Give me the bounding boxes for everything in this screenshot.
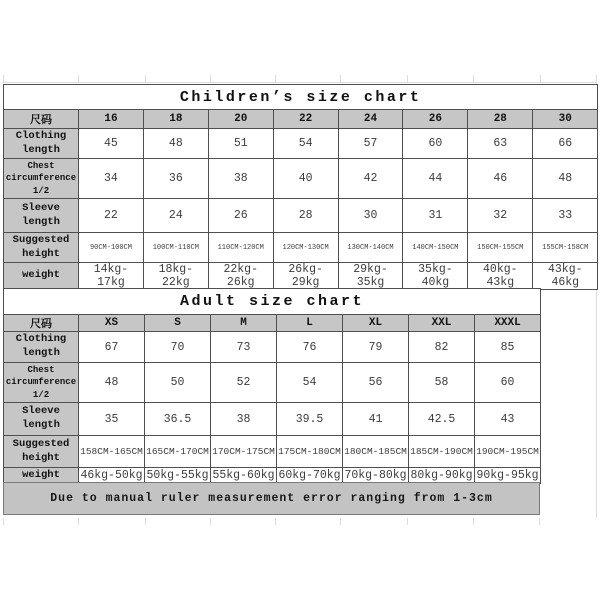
value-cell: 40	[273, 159, 338, 199]
row-label: weight	[4, 468, 79, 484]
size-label-header: 尺码	[4, 315, 79, 332]
value-cell: 45	[79, 129, 144, 159]
value-cell: 60kg-70kg	[278, 469, 341, 482]
value-cell: 44	[403, 159, 468, 199]
children-chart-title: Children’s size chart	[4, 85, 598, 110]
size-header-cell: 26	[403, 110, 468, 129]
row-label: Sleeve length	[4, 199, 79, 233]
row-label: Clothing length	[4, 129, 79, 159]
value-cell: 42.5	[409, 403, 475, 436]
value-cell: 26kg-29kg	[273, 263, 338, 290]
value-cell: 100CM-110CM	[143, 233, 208, 263]
grid-artifact-tick	[540, 75, 541, 82]
value-cell: 46	[468, 159, 533, 199]
value-cell: 48	[143, 129, 208, 159]
size-label-header: 尺码	[4, 110, 79, 129]
value-cell: 26	[208, 199, 273, 233]
value-cell: 24	[143, 199, 208, 233]
value-cell: 14kg-17kg	[79, 263, 144, 290]
row-label: weight	[4, 263, 79, 290]
grid-artifact-tick	[78, 75, 79, 82]
grid-artifact-tick	[407, 518, 408, 525]
value-cell: 58	[409, 363, 475, 403]
value-cell: 190CM-195CM	[475, 436, 541, 468]
value-cell: 57	[338, 129, 403, 159]
chest-circumference-row	[4, 363, 541, 403]
sleeve-length-row	[4, 403, 541, 436]
value-cell: 29kg-35kg	[338, 263, 403, 290]
value-cell: 36	[143, 159, 208, 199]
children-header-row	[4, 110, 598, 129]
size-header-cell: XS	[79, 315, 145, 332]
value-cell: 51	[208, 129, 273, 159]
size-header-cell: 20	[208, 110, 273, 129]
value-cell: 35kg-40kg	[403, 263, 468, 290]
size-header-cell: 16	[79, 110, 144, 129]
value-cell: 38	[211, 403, 277, 436]
value-cell: 46kg-50kg	[80, 469, 143, 482]
adult-chart-title: Adult size chart	[4, 289, 541, 315]
weight-row	[4, 263, 598, 290]
value-cell: 120CM-130CM	[273, 233, 338, 263]
adult-header-row	[4, 315, 541, 332]
value-cell: 28	[273, 199, 338, 233]
value-cell: 54	[273, 129, 338, 159]
value-cell: 50	[145, 363, 211, 403]
value-cell: 175CM-180CM	[277, 436, 343, 468]
row-label: Chest circumference 1/2	[4, 363, 79, 403]
grid-artifact-tick	[340, 75, 341, 82]
grid-artifact-tick	[78, 518, 79, 525]
value-cell: 150CM-155CM	[468, 233, 533, 263]
value-cell: 90kg-95kg	[476, 469, 539, 482]
row-label: Sleeve length	[4, 403, 79, 436]
value-cell: 33	[533, 199, 598, 233]
value-cell: 52	[211, 363, 277, 403]
value-cell: 43kg-46kg	[533, 263, 598, 290]
value-cell: 50kg-55kg	[146, 469, 209, 482]
value-cell: 60	[475, 363, 541, 403]
value-cell: 35	[79, 403, 145, 436]
value-cell: 56	[343, 363, 409, 403]
clothing-length-row	[4, 129, 598, 159]
value-cell: 54	[277, 363, 343, 403]
value-cell: 63	[468, 129, 533, 159]
value-cell: 158CM-165CM	[79, 436, 145, 468]
value-cell: 80kg-90kg	[410, 469, 473, 482]
size-header-cell: 22	[273, 110, 338, 129]
size-header-cell: 24	[338, 110, 403, 129]
grid-artifact-tick	[275, 518, 276, 525]
value-cell: 90CM-100CM	[79, 233, 144, 263]
size-header-cell: L	[277, 315, 343, 332]
value-cell: 66	[533, 129, 598, 159]
value-cell: 55kg-60kg	[212, 469, 275, 482]
value-cell: 70kg-80kg	[344, 469, 407, 482]
value-cell: 79	[343, 332, 409, 363]
grid-artifact-tick	[145, 75, 146, 82]
value-cell: 48	[533, 159, 598, 199]
value-cell: 32	[468, 199, 533, 233]
value-cell: 67	[79, 332, 145, 363]
children-size-chart-table	[3, 84, 598, 290]
value-cell: 48	[79, 363, 145, 403]
grid-artifact-tick	[275, 75, 276, 82]
grid-artifact-tick	[539, 518, 540, 525]
value-cell: 76	[277, 332, 343, 363]
suggested-height-row	[4, 233, 598, 263]
value-cell: 22kg-26kg	[208, 263, 273, 290]
row-label: Suggested height	[4, 436, 79, 468]
value-cell: 110CM-120CM	[208, 233, 273, 263]
measurement-disclaimer-text: Due to manual ruler measurement error ranging from 1-3cm	[50, 492, 493, 505]
value-cell: 40kg-43kg	[468, 263, 533, 290]
value-cell: 140CM-150CM	[403, 233, 468, 263]
grid-artifact-tick	[3, 518, 4, 525]
size-header-cell: XXL	[409, 315, 475, 332]
value-cell: 34	[79, 159, 144, 199]
value-cell: 155CM-158CM	[533, 233, 598, 263]
value-cell: 60	[403, 129, 468, 159]
value-cell: 43	[475, 403, 541, 436]
value-cell: 31	[403, 199, 468, 233]
grid-artifact-tick	[473, 75, 474, 82]
value-cell: 165CM-170CM	[145, 436, 211, 468]
size-header-cell: 30	[533, 110, 598, 129]
value-cell: 41	[343, 403, 409, 436]
value-cell: 39.5	[277, 403, 343, 436]
grid-artifact-tick	[340, 518, 341, 525]
size-header-cell: S	[145, 315, 211, 332]
value-cell: 30	[338, 199, 403, 233]
size-header-cell: 28	[468, 110, 533, 129]
suggested-height-row	[4, 436, 541, 468]
grid-artifact-tick	[145, 518, 146, 525]
value-cell: 22	[79, 199, 144, 233]
row-label: Clothing length	[4, 332, 79, 363]
row-label: Suggested height	[4, 233, 79, 263]
value-cell: 73	[211, 332, 277, 363]
clothing-length-row	[4, 332, 541, 363]
value-cell: 180CM-185CM	[343, 436, 409, 468]
value-cell: 38	[208, 159, 273, 199]
row-label: Chest circumference 1/2	[4, 159, 79, 199]
grid-artifact-tick	[407, 75, 408, 82]
measurement-disclaimer	[3, 482, 540, 515]
value-cell: 42	[338, 159, 403, 199]
grid-artifact-hline	[2, 82, 597, 83]
grid-artifact-tick	[596, 75, 597, 82]
value-cell: 36.5	[145, 403, 211, 436]
value-cell: 130CM-140CM	[338, 233, 403, 263]
value-cell: 82	[409, 332, 475, 363]
grid-artifact-tick	[473, 518, 474, 525]
adult-size-chart-table	[3, 288, 541, 484]
size-header-cell: 18	[143, 110, 208, 129]
chest-circumference-row	[4, 159, 598, 199]
sleeve-length-row	[4, 199, 598, 233]
grid-artifact-tick	[3, 75, 4, 82]
value-cell: 185CM-190CM	[409, 436, 475, 468]
value-cell: 70	[145, 332, 211, 363]
value-cell: 170CM-175CM	[211, 436, 277, 468]
value-cell: 85	[475, 332, 541, 363]
grid-artifact-tick	[210, 75, 211, 82]
value-cell: 18kg-22kg	[143, 263, 208, 290]
grid-artifact-tick	[210, 518, 211, 525]
size-header-cell: XXXL	[475, 315, 541, 332]
size-header-cell: XL	[343, 315, 409, 332]
size-header-cell: M	[211, 315, 277, 332]
